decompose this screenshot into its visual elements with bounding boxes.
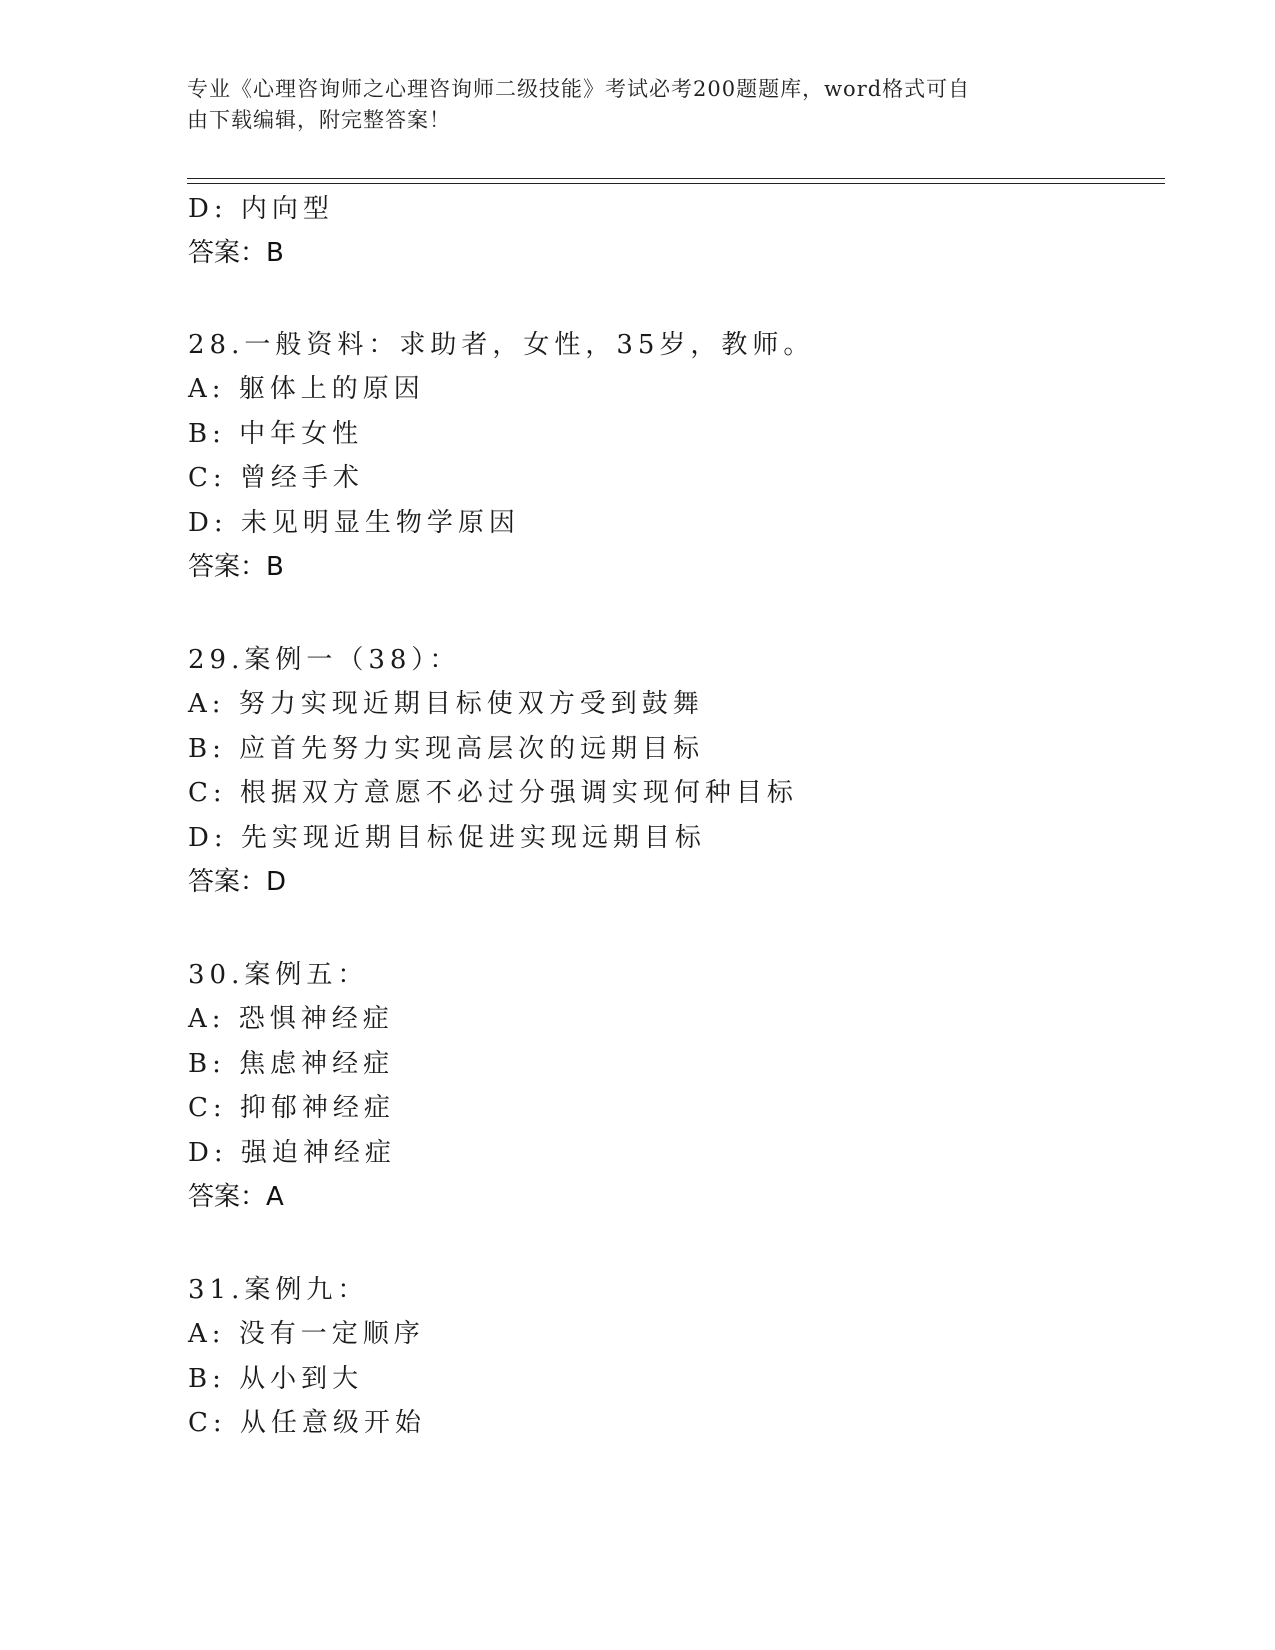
option-line: B: 中年女性 — [188, 419, 364, 449]
option-line: A: 努力实现近期目标使双方受到鼓舞 — [188, 689, 704, 719]
answer-line: 答案：D — [188, 867, 287, 897]
header-line-1: 专业《心理咨询师之心理咨询师二级技能》考试必考200题题库，word格式可自 — [187, 77, 971, 101]
option-line: A: 躯体上的原因 — [188, 374, 425, 404]
option-line: A: 没有一定顺序 — [188, 1319, 425, 1349]
answer-line: 答案：B — [188, 552, 284, 582]
option-line: C: 根据双方意愿不必过分强调实现何种目标 — [188, 778, 798, 808]
header-divider-top — [187, 178, 1165, 179]
option-line: B: 焦虑神经症 — [188, 1049, 395, 1079]
question-line: 31.案例九： — [188, 1275, 369, 1305]
option-line: C: 曾经手术 — [188, 463, 364, 493]
question-line: 28.一般资料：求助者，女性，35岁，教师。 — [188, 330, 815, 360]
option-line: D: 内向型 — [188, 194, 334, 224]
question-line: 29.案例一（38）： — [188, 645, 461, 675]
option-line: D: 未见明显生物学原因 — [188, 508, 520, 538]
option-line: C: 从任意级开始 — [188, 1408, 426, 1438]
document-header — [187, 74, 1087, 136]
option-line: D: 先实现近期目标促进实现远期目标 — [188, 823, 706, 853]
header-line-2: 由下载编辑，附完整答案！ — [187, 108, 451, 132]
option-line: B: 从小到大 — [188, 1364, 364, 1394]
option-line: C: 抑郁神经症 — [188, 1093, 395, 1123]
option-line: D: 强迫神经症 — [188, 1138, 396, 1168]
answer-line: 答案：B — [188, 238, 284, 268]
answer-line: 答案：A — [188, 1182, 284, 1212]
header-divider-bottom — [187, 183, 1165, 184]
option-line: B: 应首先努力实现高层次的远期目标 — [188, 734, 705, 764]
option-line: A: 恐惧神经症 — [188, 1004, 394, 1034]
question-line: 30.案例五： — [188, 960, 369, 990]
